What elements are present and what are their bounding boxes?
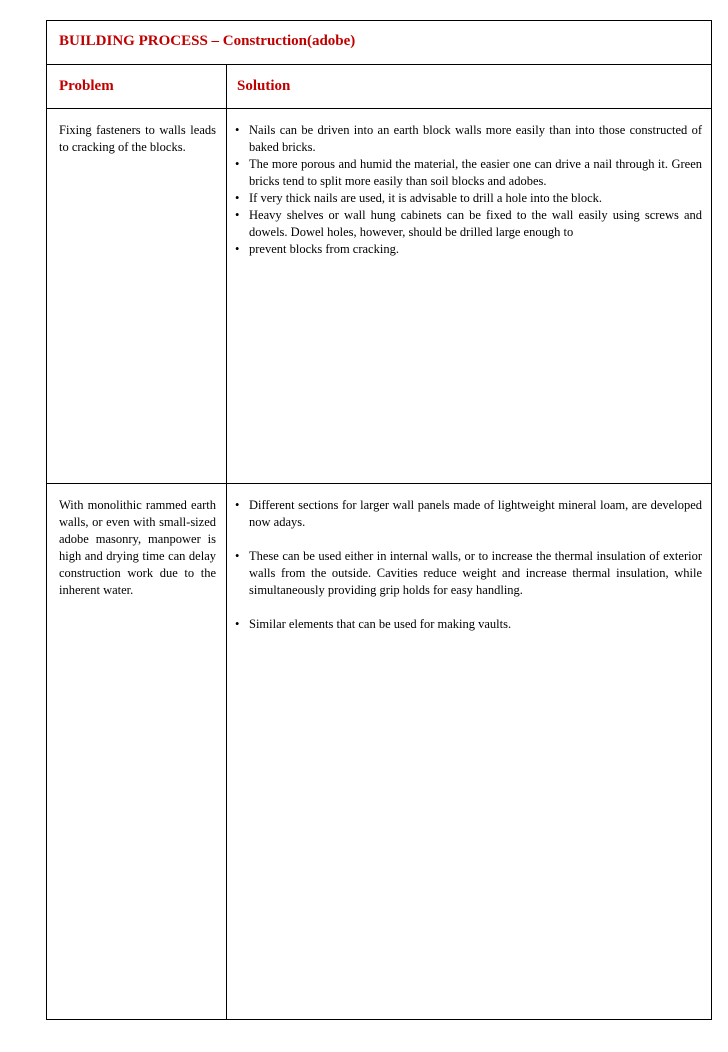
- solution-item: • If very thick nails are used, it is advisable to drill a hole into the block.: [235, 190, 702, 207]
- solution-item: • These can be used either in internal walls, or to increase the thermal insulation of exterior walls from the outside. Cavities reduce weight and increase thermal insulation, while simultaneously providing grip holds for easy handling.: [235, 548, 702, 599]
- solution-list: [235, 122, 702, 258]
- solution-column-header: Solution: [237, 78, 291, 94]
- solution-item: • prevent blocks from cracking.: [235, 241, 702, 258]
- solution-list: [235, 497, 702, 650]
- table-header-row: [47, 65, 711, 109]
- column-divider: [226, 109, 227, 483]
- solution-item: • Nails can be driven into an earth block walls more easily than into those constructed of baked bricks.: [235, 122, 702, 156]
- table-row: [47, 109, 711, 484]
- solution-item: • Different sections for larger wall panels made of lightweight mineral loam, are developed now adays.: [235, 497, 702, 531]
- table-row: [47, 484, 711, 1019]
- column-divider: [226, 65, 227, 108]
- solution-item: • The more porous and humid the material, the easier one can drive a nail through it. Green bricks tend to split more easily than soil blocks and adobes.: [235, 156, 702, 190]
- problem-cell: Fixing fasteners to walls leads to cracking of the blocks.: [59, 123, 216, 154]
- solution-item: • Heavy shelves or wall hung cabinets can be fixed to the wall easily using screws and dowels. Dowel holes, however, should be drilled large enough to: [235, 207, 702, 241]
- column-divider: [226, 484, 227, 1019]
- problem-cell: With monolithic rammed earth walls, or even with small-sized adobe masonry, manpower is high and drying time can delay construction work due to the inherent water.: [59, 498, 216, 597]
- table-title-row: [47, 21, 711, 65]
- document-table: [46, 20, 712, 1020]
- problem-column-header: Problem: [59, 78, 114, 94]
- table-title: BUILDING PROCESS – Construction(adobe): [59, 33, 356, 49]
- solution-item: • Similar elements that can be used for making vaults.: [235, 616, 702, 633]
